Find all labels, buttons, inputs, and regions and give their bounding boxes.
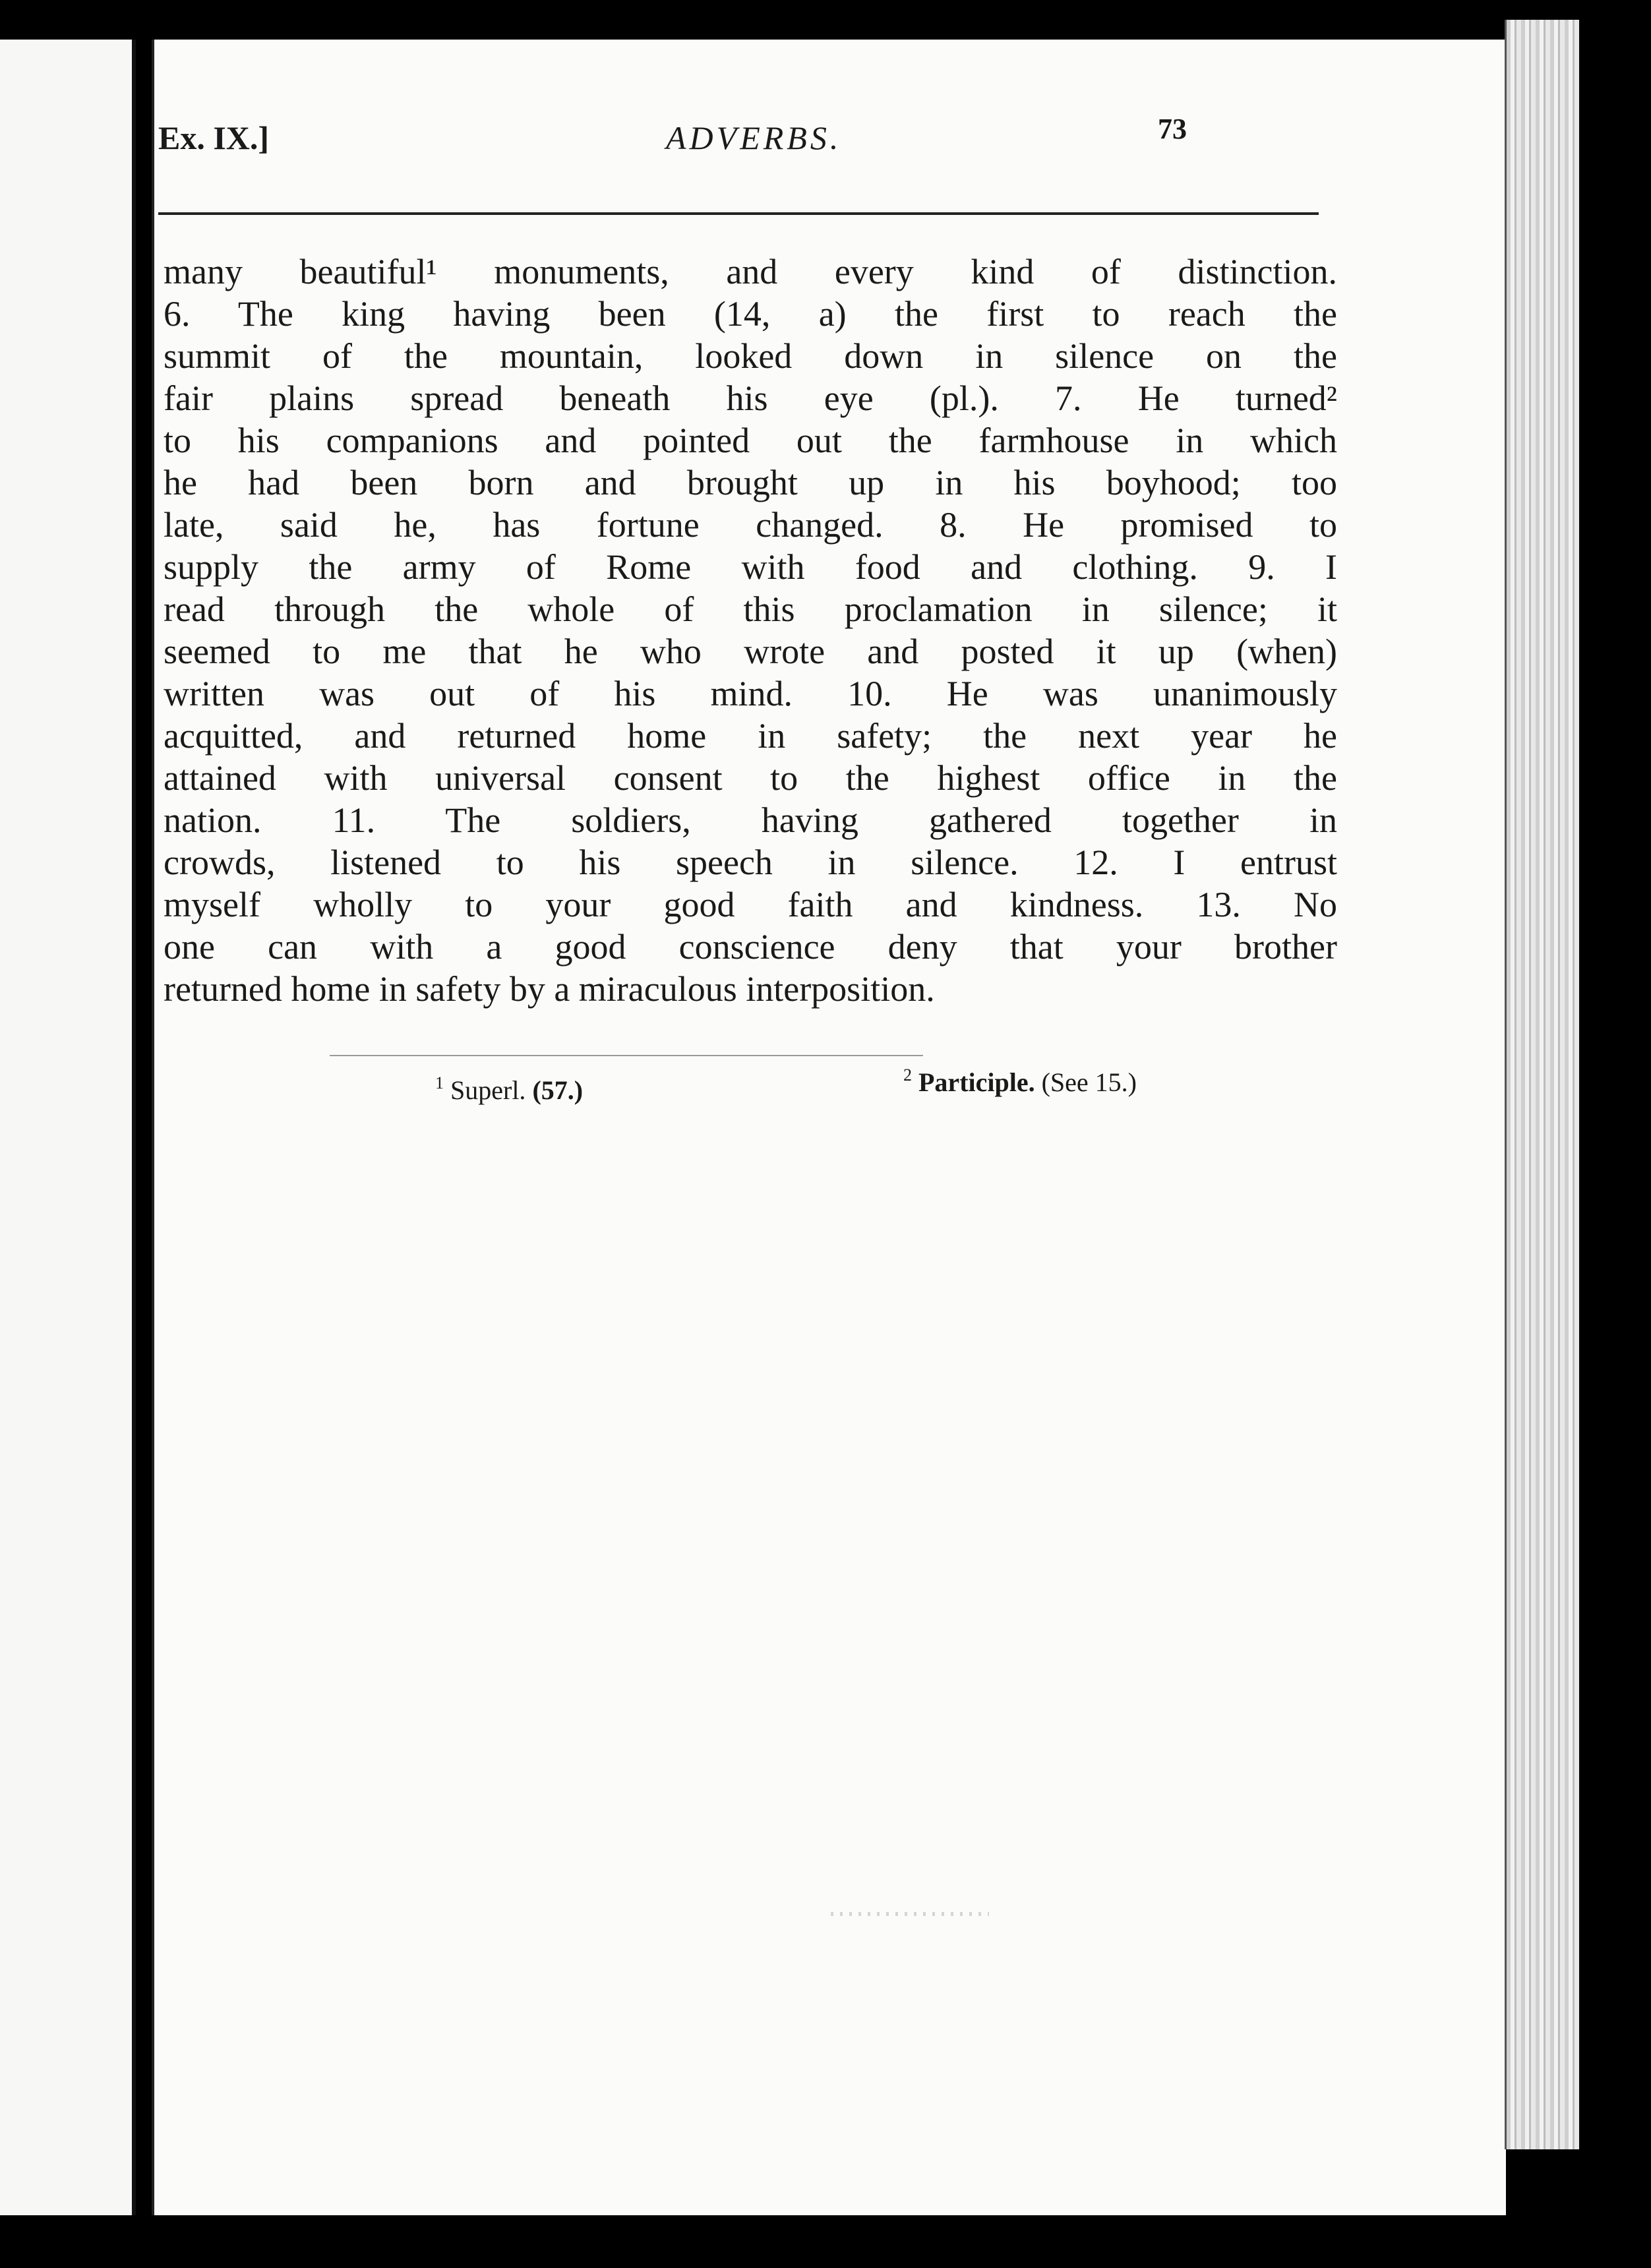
footnote-marker: 2 [903, 1065, 912, 1085]
footnote-reference: (See 15.) [1041, 1067, 1137, 1097]
page-block-edge [1505, 20, 1579, 2149]
text-line: written was out of his mind. 10. He was unanimously [164, 674, 1337, 713]
text-line: crowds, listened to his speech in silence. 12. I entrust [164, 843, 1337, 882]
exercise-text [164, 251, 1337, 1010]
footnotes [435, 1065, 1292, 1114]
running-title: ADVERBS. [666, 119, 842, 156]
footnote-reference: (57.) [532, 1075, 584, 1105]
print-specks [831, 1912, 989, 1916]
page-number: 73 [1158, 113, 1187, 145]
text-line: 6. The king having been (14, a) the first to reach the [164, 294, 1337, 334]
text-line: nation. 11. The soldiers, having gathered together in [164, 800, 1337, 840]
footnote-marker: 1 [435, 1073, 444, 1092]
text-line: returned home in safety by a miraculous interposition. [164, 969, 935, 1009]
text-line: many beautiful¹ monuments, and every kind of distinction. [164, 252, 1337, 291]
header-rule [158, 212, 1319, 215]
text-line: acquitted, and returned home in safety; the next year he [164, 716, 1337, 756]
text-line: fair plains spread beneath his eye (pl.). 7. He turned² [164, 378, 1337, 418]
text-line: read through the whole of this proclamation in silence; it [164, 589, 1337, 629]
text-line: to his companions and pointed out the farmhouse in which [164, 421, 1337, 460]
text-line: attained with universal consent to the highest office in the [164, 758, 1337, 798]
facing-page-edge [0, 40, 136, 2215]
text-line: myself wholly to your good faith and kindness. 13. No [164, 885, 1337, 924]
footnote-text: Superl. [450, 1075, 526, 1105]
footnote-1 [435, 1075, 583, 1106]
text-line: he had been born and brought up in his boyhood; too [164, 463, 1337, 502]
footnote-2 [903, 1067, 1137, 1098]
running-header [158, 113, 1187, 165]
text-line: late, said he, has fortune changed. 8. He promised to [164, 505, 1337, 545]
text-line: summit of the mountain, looked down in silence on the [164, 336, 1337, 376]
footnote-text: Participle. [918, 1067, 1035, 1097]
text-line: supply the army of Rome with food and clothing. 9. I [164, 547, 1337, 587]
text-line: one can with a good conscience deny that your brother [164, 927, 1337, 967]
text-line: seemed to me that he who wrote and posted it up (when) [164, 632, 1337, 671]
footnote-rule [330, 1055, 923, 1056]
section-label: Ex. IX.] [158, 119, 270, 156]
